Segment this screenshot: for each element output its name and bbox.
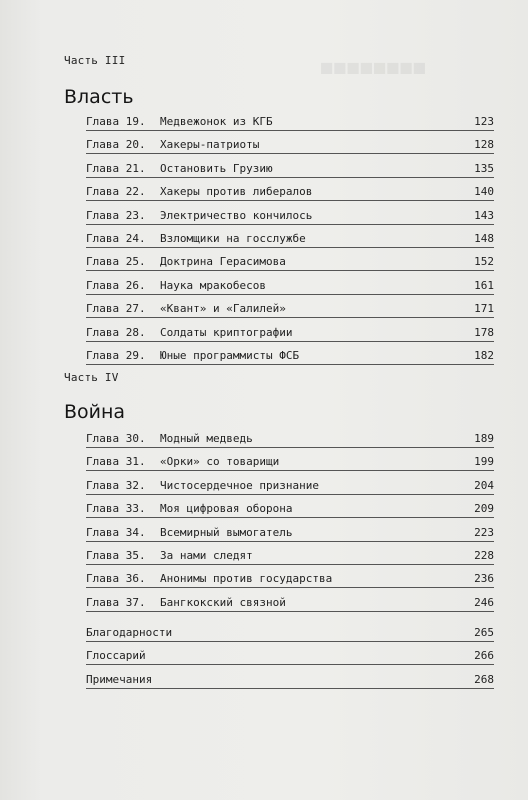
chapter-title: Остановить Грузию <box>160 161 273 175</box>
entry-underline <box>86 664 494 665</box>
part-4-title: Война <box>64 401 126 423</box>
toc-entry <box>86 626 494 649</box>
part-4-chapter-list <box>86 432 494 619</box>
toc-entry <box>86 479 494 502</box>
page-number: 140 <box>474 185 494 199</box>
chapter-number: Глава 36. <box>86 572 146 586</box>
toc-entry <box>86 596 494 619</box>
part-3-label: Часть III <box>64 54 126 67</box>
chapter-number: Глава 22. <box>86 185 146 199</box>
entry-underline <box>86 641 494 642</box>
toc-entry <box>86 279 494 302</box>
chapter-number: Глава 27. <box>86 302 146 316</box>
entry-underline <box>86 470 494 471</box>
page-number: 148 <box>474 231 494 245</box>
page-number: 135 <box>474 161 494 175</box>
toc-entry <box>86 649 494 672</box>
chapter-number: Глава 21. <box>86 161 146 175</box>
chapter-title: Примечания <box>86 672 153 686</box>
chapter-number: Глава 26. <box>86 278 146 292</box>
toc-entry <box>86 502 494 525</box>
chapter-number: Глава 20. <box>86 138 146 152</box>
chapter-title: Хакеры-патриоты <box>160 138 260 152</box>
toc-entry <box>86 115 494 138</box>
toc-entry <box>86 326 494 349</box>
toc-entry <box>86 162 494 185</box>
page-number: 266 <box>474 649 494 663</box>
entry-underline <box>86 270 494 271</box>
entry-underline <box>86 564 494 565</box>
toc-entry <box>86 526 494 549</box>
toc-entry <box>86 185 494 208</box>
chapter-title: Чистосердечное признание <box>160 478 319 492</box>
toc-entry <box>86 232 494 255</box>
chapter-number: Глава 23. <box>86 208 146 222</box>
toc-entry <box>86 673 494 696</box>
entry-underline <box>86 177 494 178</box>
entry-underline <box>86 688 494 689</box>
chapter-title: Хакеры против либералов <box>160 185 313 199</box>
toc-entry <box>86 138 494 161</box>
chapter-title: Анонимы против государства <box>160 572 333 586</box>
entry-underline <box>86 224 494 225</box>
entry-underline <box>86 494 494 495</box>
entry-underline <box>86 541 494 542</box>
bleed-through-decoration: ◼◼◼◼◼◼◼◼ <box>320 55 426 80</box>
chapter-number: Глава 37. <box>86 595 146 609</box>
entry-underline <box>86 341 494 342</box>
entry-underline <box>86 247 494 248</box>
page-number: 236 <box>474 572 494 586</box>
toc-entry <box>86 549 494 572</box>
chapter-title: «Квант» и «Галилей» <box>160 302 286 316</box>
page-number: 265 <box>474 626 494 639</box>
entry-underline <box>86 517 494 518</box>
part-3-chapter-list <box>86 115 494 372</box>
chapter-number: Глава 30. <box>86 432 146 445</box>
entry-underline <box>86 153 494 154</box>
chapter-number: Глава 19. <box>86 115 146 128</box>
page-number: 223 <box>474 525 494 539</box>
chapter-title: Глоссарий <box>86 649 146 663</box>
chapter-title: Бангкокский связной <box>160 595 286 609</box>
page-number: 228 <box>474 548 494 562</box>
entry-underline <box>86 200 494 201</box>
entry-underline <box>86 611 494 612</box>
toc-entry <box>86 209 494 232</box>
back-matter-list <box>86 626 494 696</box>
chapter-title: Солдаты криптографии <box>160 325 293 339</box>
toc-entry <box>86 255 494 278</box>
page-number: 152 <box>474 255 494 269</box>
page-number: 128 <box>474 138 494 152</box>
entry-underline <box>86 587 494 588</box>
chapter-number: Глава 33. <box>86 502 146 516</box>
page-number: 246 <box>474 595 494 609</box>
page-number: 171 <box>474 302 494 316</box>
toc-entry <box>86 349 494 372</box>
page-number: 199 <box>474 455 494 469</box>
chapter-title: Моя цифровая оборона <box>160 502 293 516</box>
part-4-label: Часть IV <box>64 371 119 384</box>
page-number: 161 <box>474 278 494 292</box>
entry-underline <box>86 294 494 295</box>
chapter-title: Взломщики на госслужбе <box>160 231 306 245</box>
page-number: 178 <box>474 325 494 339</box>
chapter-title: Электричество кончилось <box>160 208 313 222</box>
entry-underline <box>86 317 494 318</box>
page-number: 143 <box>474 208 494 222</box>
chapter-title: Модный медведь <box>160 432 253 445</box>
chapter-number: Глава 25. <box>86 255 146 269</box>
page-number: 182 <box>474 348 494 362</box>
chapter-number: Глава 24. <box>86 231 146 245</box>
part-3-title: Власть <box>64 86 134 108</box>
chapter-number: Глава 32. <box>86 478 146 492</box>
page-number: 189 <box>474 432 494 445</box>
entry-underline <box>86 447 494 448</box>
toc-entry <box>86 432 494 455</box>
chapter-number: Глава 31. <box>86 455 146 469</box>
toc-entry <box>86 302 494 325</box>
chapter-title: Медвежонок из КГБ <box>160 115 273 128</box>
chapter-number: Глава 34. <box>86 525 146 539</box>
chapter-title: Всемирный вымогатель <box>160 525 293 539</box>
chapter-title: За нами следят <box>160 548 253 562</box>
toc-entry <box>86 455 494 478</box>
chapter-title: Доктрина Герасимова <box>160 255 286 269</box>
page-number: 123 <box>474 115 494 128</box>
entry-underline <box>86 364 494 365</box>
chapter-title: Юные программисты ФСБ <box>160 348 300 362</box>
page-number: 209 <box>474 502 494 516</box>
chapter-title: Благодарности <box>86 626 173 639</box>
chapter-number: Глава 35. <box>86 548 146 562</box>
page-number: 268 <box>474 672 494 686</box>
chapter-number: Глава 29. <box>86 348 146 362</box>
chapter-title: Наука мракобесов <box>160 278 266 292</box>
toc-entry <box>86 572 494 595</box>
page-number: 204 <box>474 478 494 492</box>
entry-underline <box>86 130 494 131</box>
chapter-title: «Орки» со товарищи <box>160 455 280 469</box>
chapter-number: Глава 28. <box>86 325 146 339</box>
